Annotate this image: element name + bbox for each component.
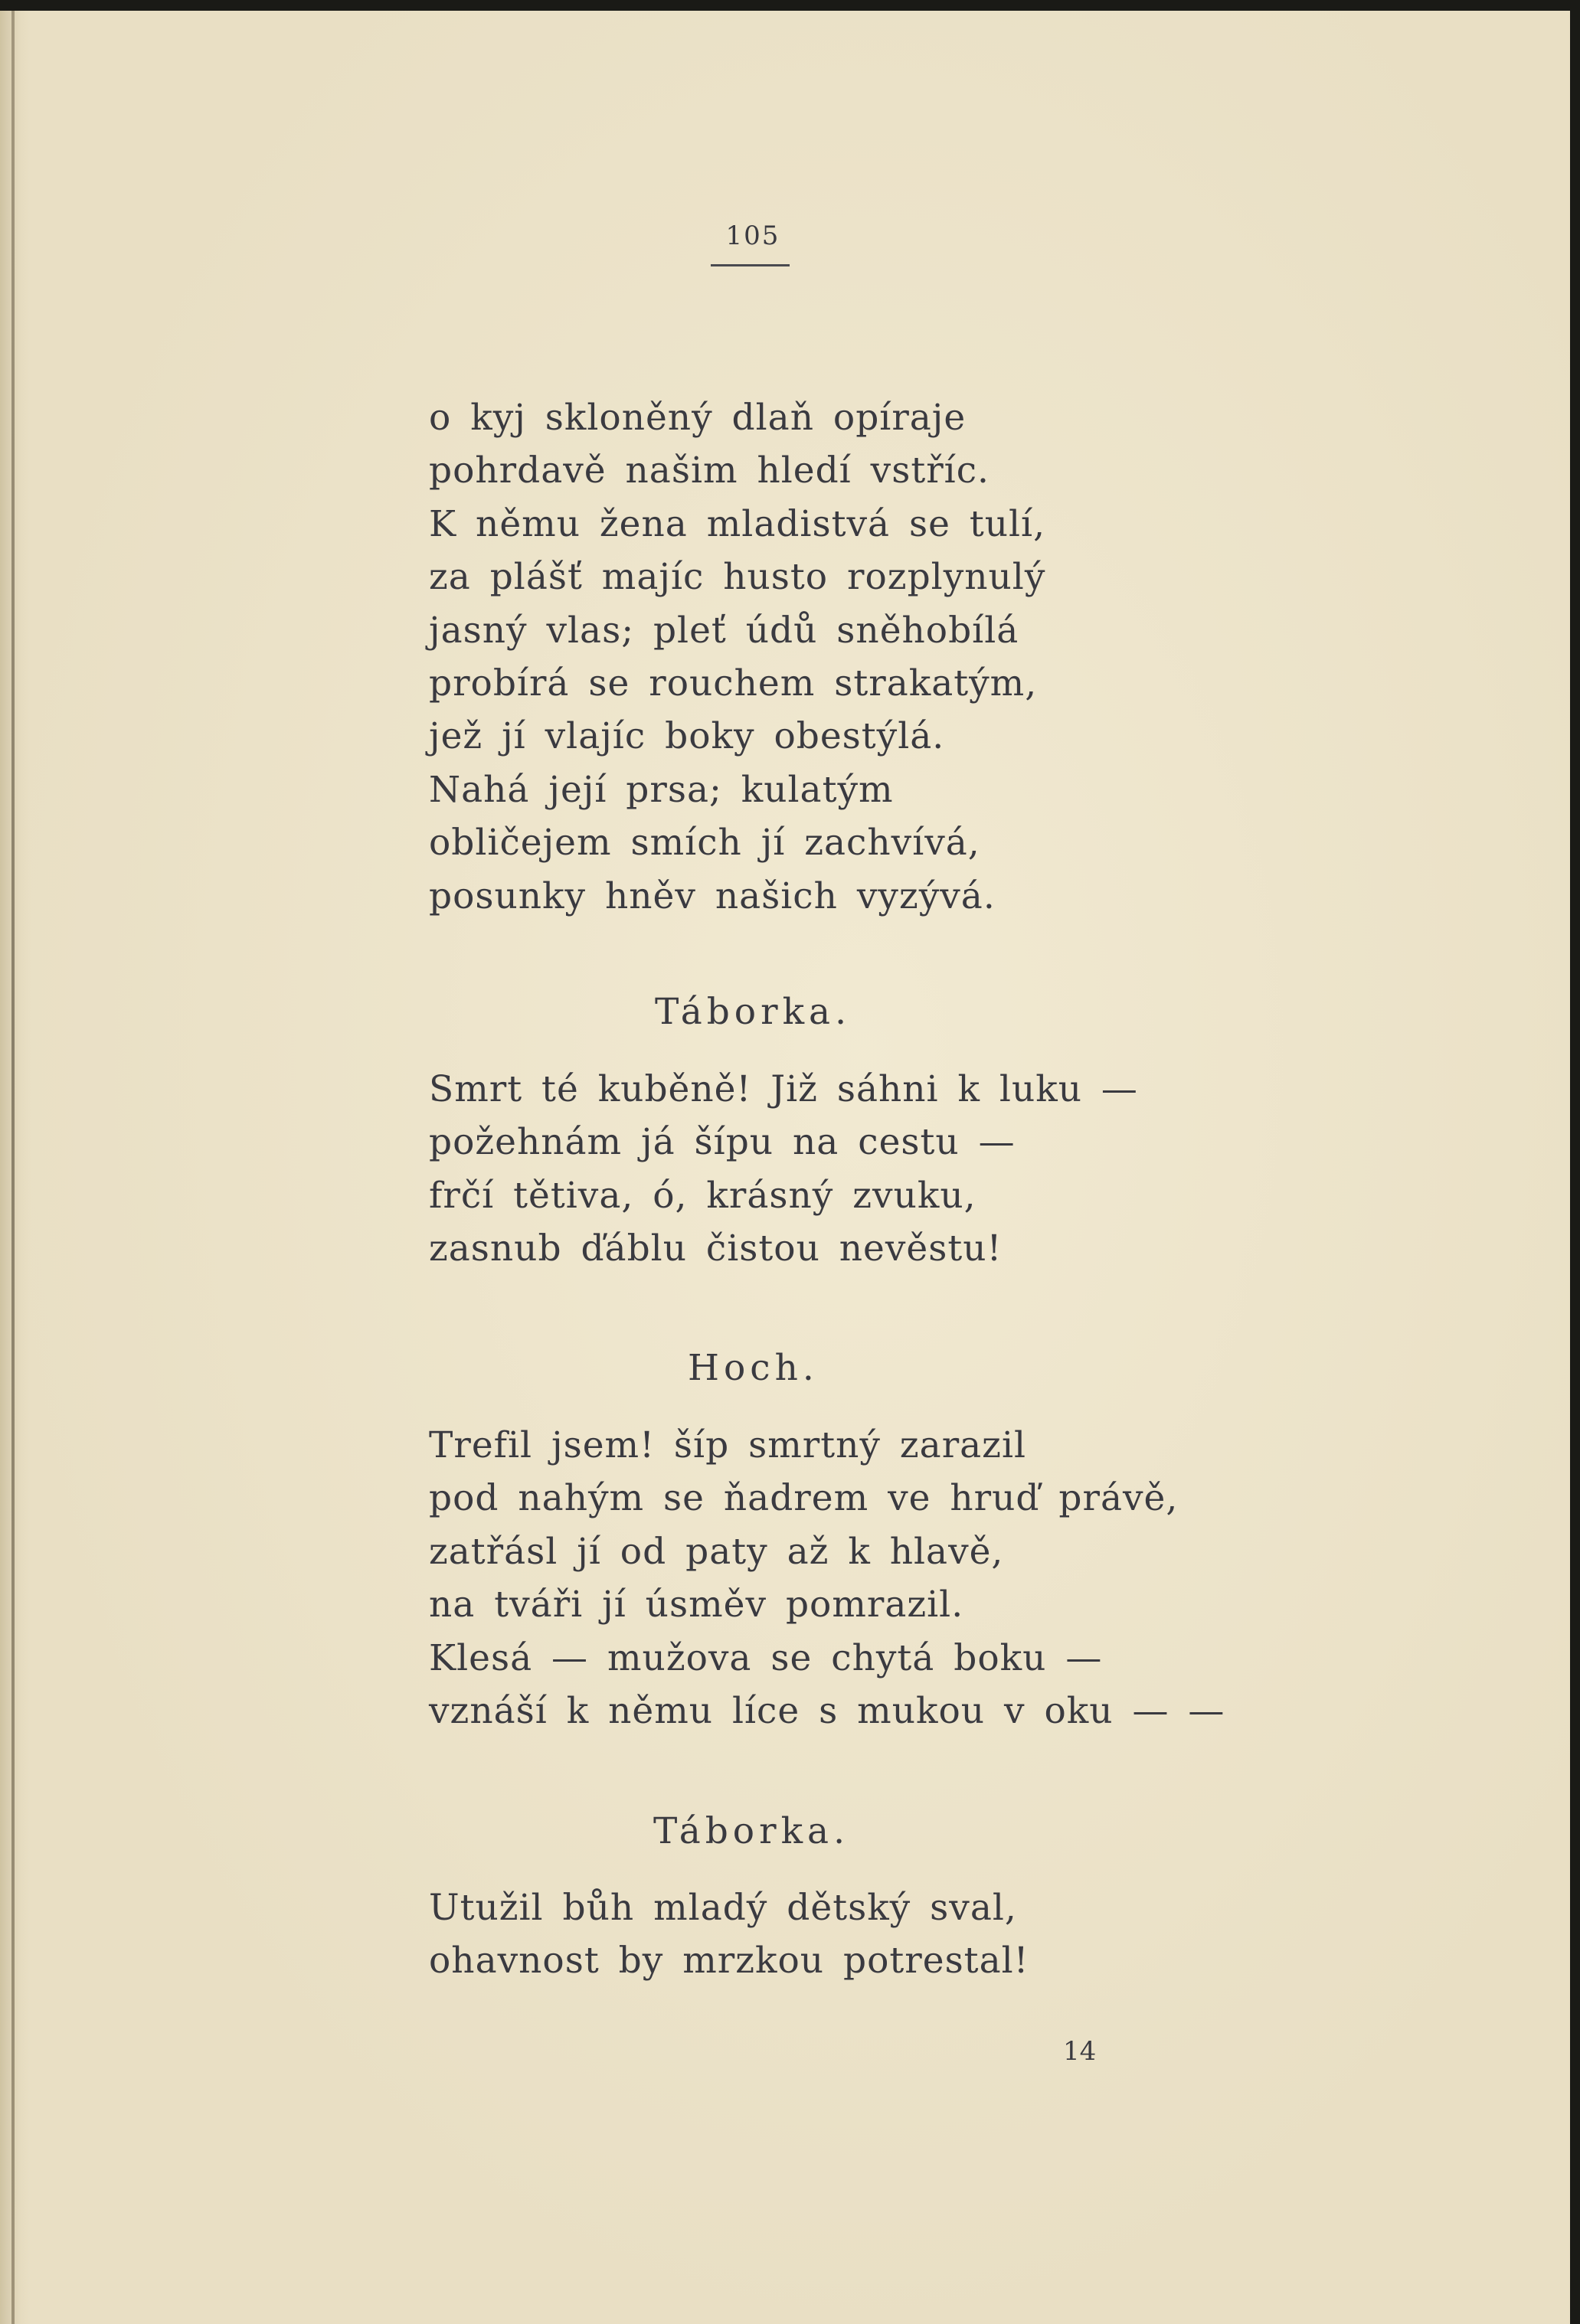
page-number: 105 — [725, 221, 780, 251]
verse-line: Klesá — mužova se chytá boku — — [429, 1636, 1103, 1679]
speaker-heading: Hoch. — [688, 1347, 819, 1389]
verse-line: jasný vlas; pleť údů sněhobílá — [429, 609, 1019, 652]
verse-line: frčí tětiva, ó, krásný zvuku, — [429, 1174, 976, 1217]
verse-line: ohavnost by mrzkou potrestal! — [429, 1940, 1029, 1982]
verse-line: obličejem smích jí zachvívá, — [429, 822, 980, 865]
stanza-1 — [429, 391, 1045, 923]
verse-line: zatřásl jí od paty až k hlavě, — [429, 1530, 1004, 1573]
verse-line: vznáší k němu líce s mukou v oku — — — [429, 1690, 1225, 1733]
stanza-4 — [429, 1881, 1029, 1988]
verse-line: pohrdavě našim hledí vstříc. — [429, 449, 990, 492]
verse-line: zasnub ďáblu čistou nevěstu! — [429, 1227, 1003, 1270]
book-page — [0, 11, 1570, 2324]
verse-line: Utužil bůh mladý dětský sval, — [429, 1887, 1017, 1929]
verse-line: pod nahým se ňadrem ve hruď právě, — [429, 1477, 1179, 1520]
speaker-heading: Táborka. — [655, 991, 852, 1033]
verse-line: na tváři jí úsměv pomrazil. — [429, 1584, 964, 1626]
page-number-rule — [711, 264, 790, 266]
verse-line: požehnám já šípu na cestu — — [429, 1121, 1016, 1164]
verse-line: Trefil jsem! šíp smrtný zarazil — [429, 1424, 1027, 1466]
verse-line: Nahá její prsa; kulatým — [429, 768, 894, 811]
signature-mark: 14 — [1063, 2036, 1097, 2067]
verse-line: probírá se rouchem strakatým, — [429, 662, 1038, 705]
stanza-2 — [429, 1063, 1138, 1276]
verse-line: Smrt té kuběně! Již sáhni k luku — — [429, 1068, 1138, 1110]
stanza-3 — [429, 1419, 1225, 1737]
verse-line: posunky hněv našich vyzývá. — [429, 874, 996, 917]
verse-line: K němu žena mladistvá se tulí, — [429, 502, 1046, 545]
verse-line: o kyj skloněný dlaň opíraje — [429, 397, 967, 439]
speaker-heading: Táborka. — [653, 1810, 850, 1852]
page-inner-edge — [0, 11, 31, 2324]
verse-line: jež jí vlajíc boky obestýlá. — [429, 715, 945, 758]
verse-line: za plášť majíc husto rozplynulý — [429, 556, 1046, 599]
binding-spine — [11, 11, 15, 2324]
